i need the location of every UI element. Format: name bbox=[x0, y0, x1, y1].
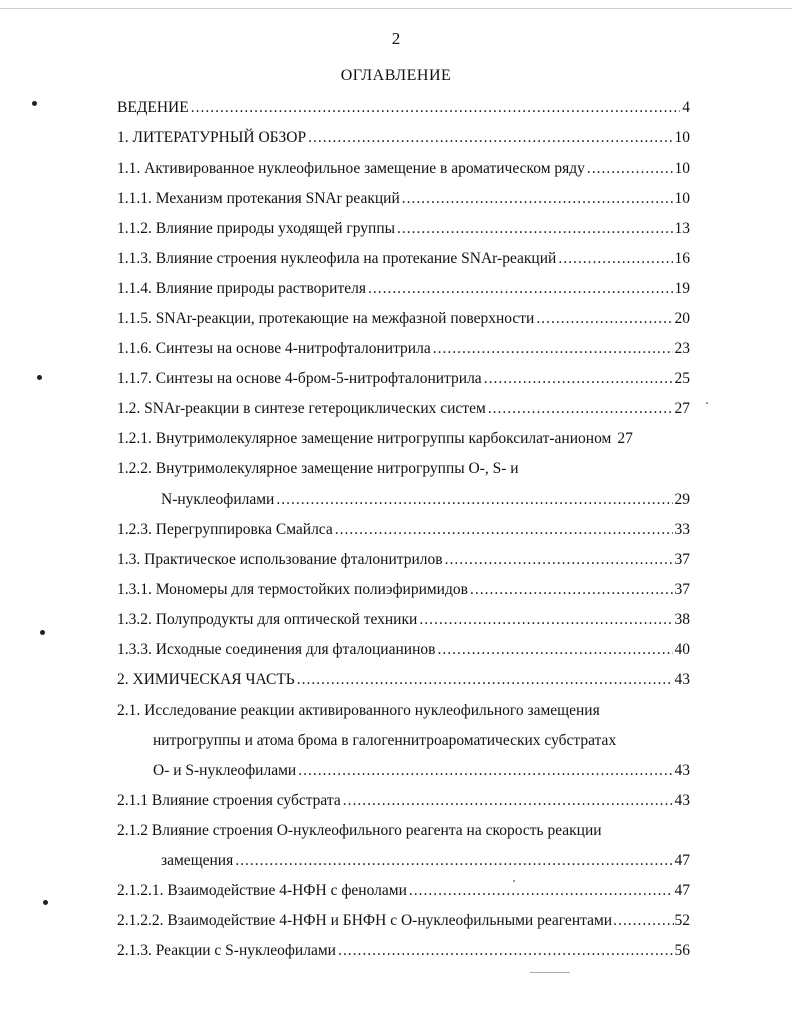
toc-entry-title: Перегруппировка Смайлса bbox=[155, 521, 333, 538]
toc-entry-number: 1.1.3. bbox=[117, 250, 152, 267]
toc-entry-page: 10 bbox=[674, 190, 690, 207]
dot-leader bbox=[419, 609, 672, 631]
toc-entry[interactable] bbox=[117, 880, 690, 902]
toc-entry-page: 33 bbox=[674, 521, 690, 538]
binder-hole-mark bbox=[37, 375, 42, 380]
dot-leader bbox=[409, 880, 673, 902]
dot-leader bbox=[587, 158, 673, 180]
toc-entry[interactable] bbox=[117, 398, 690, 420]
toc-entry-title: Полупродукты для оптической техники bbox=[155, 611, 418, 628]
toc-entry-page: 10 bbox=[674, 160, 690, 177]
toc-entry-title: Исследование реакции активированного нуклеофильного замещения bbox=[144, 702, 600, 719]
toc-entry[interactable] bbox=[117, 458, 519, 480]
toc-entry-continuation[interactable] bbox=[153, 760, 690, 782]
toc-entry-title: Синтезы на основе 4-нитрофталонитрила bbox=[155, 340, 431, 357]
toc-entry[interactable] bbox=[117, 97, 690, 119]
dot-leader bbox=[338, 940, 673, 962]
toc-entry-number: 1.1.4. bbox=[117, 280, 152, 297]
toc-entry-number: 1.1.7. bbox=[117, 370, 152, 387]
toc-entry-title: Влияние строения субстрата bbox=[151, 792, 341, 809]
toc-entry[interactable] bbox=[117, 158, 690, 180]
toc-entry-page: 47 bbox=[674, 882, 690, 899]
toc-entry-page: 16 bbox=[674, 250, 690, 267]
toc-entry-number: 1.2.3. bbox=[117, 521, 152, 538]
toc-entry[interactable] bbox=[117, 368, 690, 390]
toc-entry[interactable] bbox=[117, 218, 690, 240]
toc-entry-title: Механизм протекания SNAr реакций bbox=[155, 190, 400, 207]
dot-leader bbox=[298, 760, 672, 782]
toc-entry-title-continued: N-нуклеофилами bbox=[161, 491, 275, 508]
toc-entry[interactable] bbox=[117, 609, 690, 631]
toc-entry-number: 1. bbox=[117, 129, 129, 146]
toc-entry-number: 2.1.1 bbox=[117, 792, 148, 809]
toc-entry-number: 1.1.5. bbox=[117, 310, 152, 327]
toc-entry-page: 20 bbox=[674, 310, 690, 327]
toc-entry-number: 2.1.3. bbox=[117, 942, 152, 959]
dot-leader bbox=[433, 338, 673, 360]
toc-entry-title: Взаимодействие 4-НФН и БНФН с O-нуклеофильными реагентами bbox=[167, 912, 613, 929]
toc-entry-number: 2.1.2.2. bbox=[117, 912, 164, 929]
scan-speck bbox=[706, 402, 708, 404]
toc-entry-number: 2.1. bbox=[117, 702, 141, 719]
toc-entry[interactable] bbox=[117, 700, 600, 722]
dot-leader bbox=[402, 188, 673, 210]
toc-entry-number: 1.1.6. bbox=[117, 340, 152, 357]
scan-speck bbox=[530, 972, 570, 973]
toc-entry-number: 2. bbox=[117, 671, 129, 688]
toc-entry-title: Практическое использование фталонитрилов bbox=[144, 551, 443, 568]
toc-entry-title: ХИМИЧЕСКАЯ ЧАСТЬ bbox=[132, 671, 295, 688]
toc-entry-number: 1.1.1. bbox=[117, 190, 152, 207]
toc-entry-page: 27 bbox=[617, 430, 633, 447]
toc-entry-title: SNAr-реакции в синтезе гетероциклических систем bbox=[144, 400, 486, 417]
toc-entry[interactable] bbox=[117, 338, 690, 360]
toc-entry-title: Влияние строения нуклеофила на протекание SNAr-реакций bbox=[155, 250, 557, 267]
binder-hole-mark bbox=[40, 630, 45, 635]
dot-leader bbox=[484, 368, 673, 390]
toc-entry-number: 1.3.1. bbox=[117, 581, 152, 598]
toc-entry[interactable] bbox=[117, 549, 690, 571]
toc-entry-title: ВЕДЕНИЕ bbox=[117, 99, 189, 116]
toc-entry-number: 1.2.1. bbox=[117, 430, 152, 447]
toc-entry-page: 38 bbox=[674, 611, 690, 628]
toc-entry-title: SNAr-реакции, протекающие на межфазной поверхности bbox=[155, 310, 535, 327]
toc-entry-page: 10 bbox=[674, 129, 690, 146]
toc-entry-title: Внутримолекулярное замещение нитрогруппы O-, S- и bbox=[155, 460, 519, 477]
toc-entry-page: 13 bbox=[674, 220, 690, 237]
toc-entry[interactable] bbox=[117, 820, 602, 842]
toc-entry-page: 43 bbox=[674, 762, 690, 779]
toc-entry-page: 47 bbox=[674, 852, 690, 869]
toc-entry-title-continued: нитрогруппы и атома брома в галогеннитроароматических субстратах bbox=[153, 732, 617, 749]
page-number: 2 bbox=[391, 29, 401, 48]
toc-entry-number: 1.2. bbox=[117, 400, 141, 417]
toc-entry-continuation[interactable] bbox=[161, 489, 690, 511]
toc-entry-page: 37 bbox=[674, 581, 690, 598]
binder-hole-mark bbox=[32, 101, 37, 106]
toc-entry-title: Влияние природы уходящей группы bbox=[155, 220, 396, 237]
dot-leader bbox=[437, 639, 672, 661]
toc-entry-number: 1.3.3. bbox=[117, 641, 152, 658]
toc-entry[interactable] bbox=[117, 519, 690, 541]
dot-leader bbox=[191, 97, 681, 119]
dot-leader bbox=[445, 549, 673, 571]
dot-leader bbox=[558, 248, 672, 270]
dot-leader bbox=[276, 489, 672, 511]
binder-hole-mark bbox=[43, 900, 48, 905]
toc-entry-title: Синтезы на основе 4-бром-5-нитрофталонитрила bbox=[155, 370, 482, 387]
toc-entry[interactable] bbox=[117, 127, 690, 149]
toc-entry[interactable] bbox=[117, 278, 690, 300]
toc-entry-title: Взаимодействие 4-НФН с фенолами bbox=[167, 882, 407, 899]
toc-entry-number: 1.1. bbox=[117, 160, 141, 177]
dot-leader bbox=[536, 308, 672, 330]
toc-entry-title: Активированное нуклеофильное замещение в ароматическом ряду bbox=[144, 160, 585, 177]
toc-entry-title-continued: O- и S-нуклеофилами bbox=[153, 762, 297, 779]
toc-entry-number: 1.1.2. bbox=[117, 220, 152, 237]
toc-entry-title: Исходные соединения для фталоцианинов bbox=[155, 641, 436, 658]
toc-entry-page: 52 bbox=[674, 912, 690, 929]
toc-entry-title: ЛИТЕРАТУРНЫЙ ОБЗОР bbox=[132, 129, 307, 146]
toc-entry-page: 23 bbox=[674, 340, 690, 357]
page-title: ОГЛАВЛЕНИЕ bbox=[340, 67, 452, 84]
toc-entry[interactable] bbox=[117, 639, 690, 661]
dot-leader bbox=[488, 398, 673, 420]
dot-leader bbox=[297, 669, 673, 691]
dot-leader bbox=[368, 278, 673, 300]
toc-entry-title: Влияние строения O-нуклеофильного реагента на скорость реакции bbox=[151, 822, 602, 839]
toc-entry-number: 1.2.2. bbox=[117, 460, 152, 477]
toc-entry-number: 1.3.2. bbox=[117, 611, 152, 628]
toc-entry[interactable] bbox=[117, 790, 690, 812]
toc-entry[interactable] bbox=[117, 428, 633, 450]
dot-leader bbox=[343, 790, 673, 812]
dot-leader bbox=[335, 519, 673, 541]
toc-entry-title: Внутримолекулярное замещение нитрогруппы карбоксилат-анионом bbox=[155, 430, 612, 447]
toc-entry-page: 37 bbox=[674, 551, 690, 568]
dot-leader bbox=[235, 850, 672, 872]
dot-leader bbox=[397, 218, 672, 240]
toc-entry-page: 19 bbox=[674, 280, 690, 297]
toc-entry-page: 29 bbox=[674, 491, 690, 508]
toc-entry[interactable] bbox=[117, 669, 690, 691]
toc-entry[interactable] bbox=[117, 940, 690, 962]
toc-entry[interactable] bbox=[117, 248, 690, 270]
toc-entry-page: 25 bbox=[674, 370, 690, 387]
toc-entry-title: Реакции с S-нуклеофилами bbox=[155, 942, 336, 959]
toc-entry-page: 43 bbox=[674, 671, 690, 688]
toc-entry-page: 56 bbox=[674, 942, 690, 959]
toc-entry-number: 2.1.2.1. bbox=[117, 882, 164, 899]
toc-entry-title: Мономеры для термостойких полиэфиримидов bbox=[155, 581, 468, 598]
toc-entry-continuation[interactable] bbox=[161, 850, 690, 872]
toc-entry-page: 27 bbox=[674, 400, 690, 417]
toc-entry[interactable] bbox=[117, 579, 690, 601]
toc-entry-title-continued: замещения bbox=[161, 852, 234, 869]
toc-entry-number: 1.3. bbox=[117, 551, 141, 568]
toc-entry-number: 2.1.2 bbox=[117, 822, 148, 839]
toc-entry[interactable] bbox=[117, 188, 690, 210]
toc-entry-title: Влияние природы растворителя bbox=[155, 280, 366, 297]
dot-leader bbox=[470, 579, 673, 601]
toc-entry[interactable] bbox=[117, 910, 690, 932]
dot-leader bbox=[613, 910, 673, 932]
toc-entry[interactable] bbox=[117, 308, 690, 330]
dot-leader bbox=[308, 127, 672, 149]
toc-entry-page: 40 bbox=[674, 641, 690, 658]
scan-speck bbox=[513, 880, 515, 882]
toc-entry-continuation[interactable] bbox=[153, 730, 616, 752]
toc-entry-page: 4 bbox=[682, 99, 690, 116]
toc-entry-page: 43 bbox=[674, 792, 690, 809]
